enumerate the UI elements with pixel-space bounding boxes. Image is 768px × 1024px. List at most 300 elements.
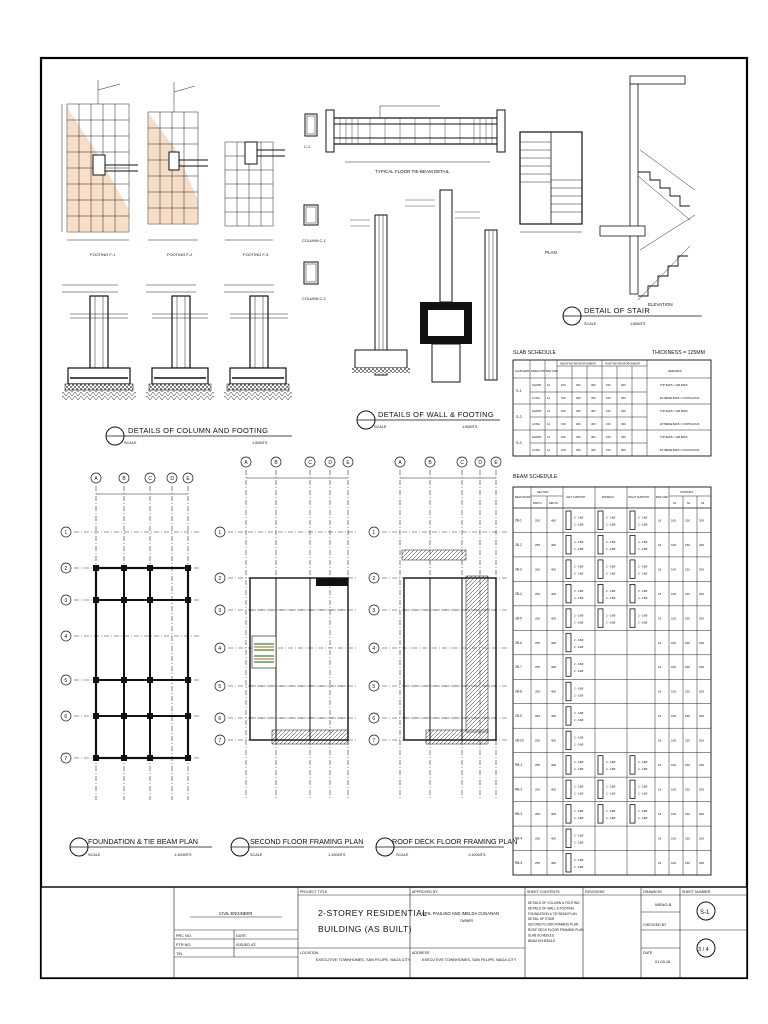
grid-bubble-label: 2 xyxy=(218,575,222,582)
sheet-number-top: S-1 xyxy=(700,910,710,916)
slab-schedule-thickness: THICKNESS = 125MM xyxy=(652,350,705,356)
beam-bars-bottom: 2 - 16Ø xyxy=(574,816,584,821)
second-floor-plan-title: SECOND FLOOR FRAMING PLAN xyxy=(250,837,364,846)
beam-depth: 400 xyxy=(551,518,557,523)
beam-bars-bottom: 2 - 16Ø xyxy=(574,693,584,698)
wall-footing-sections xyxy=(350,190,497,382)
beam-bars-top: 2 - 16Ø xyxy=(574,809,584,814)
beam-section-icon xyxy=(566,829,571,847)
slab-remarks: TOP BARS = 12Ø BARS xyxy=(660,384,688,387)
slab-cell: 300 xyxy=(576,396,581,400)
beam-width: 250 xyxy=(535,640,541,645)
column-c1-small-label: C-1 xyxy=(304,145,311,149)
beam-bars-top: 2 - 16Ø xyxy=(638,809,648,814)
sheet-number-bottom: 3 / 4 xyxy=(698,947,709,953)
beam-bars-bottom: 3 - 16Ø xyxy=(638,546,648,551)
beam-bars-bottom: 2 - 16Ø xyxy=(638,620,648,625)
slab-cell: 150 xyxy=(561,448,566,452)
beam-bars-top: 2 - 16Ø xyxy=(606,613,616,618)
beam-stirrup: 100 xyxy=(671,689,677,694)
beam-width: 250 xyxy=(535,665,541,670)
beam-bars-bottom: 2 - 16Ø xyxy=(574,840,584,845)
drawn-by-value: WENG B. xyxy=(655,902,673,907)
sheet-contents-item: BEAM SCHEDULE xyxy=(528,938,556,943)
beam-bar-size: 16 xyxy=(658,787,662,792)
beam-stirrup: 200 xyxy=(699,640,705,645)
beam-mark: RB-3 xyxy=(515,812,523,817)
beam-stirrup: 100 xyxy=(671,665,677,670)
address-value: EXECUTIVE TOWNHOMES, SAN FELIPE, NAGA CITY xyxy=(422,958,517,962)
beam-width: 250 xyxy=(535,812,541,817)
beam-stirrup: 150 xyxy=(685,665,691,670)
beam-bar-size: 16 xyxy=(658,518,662,523)
slab-cell: 12 xyxy=(547,435,551,439)
beam-depth: 400 xyxy=(551,689,557,694)
location-label: LOCATION: xyxy=(300,951,320,955)
beam-bar-size: 16 xyxy=(658,763,662,768)
slab-cell: 300 xyxy=(621,396,626,400)
beam-stirrup: 100 xyxy=(671,518,677,523)
grid-bubble-label: A xyxy=(94,475,98,482)
beam-stirrup: 150 xyxy=(685,689,691,694)
beam-section-icon xyxy=(566,707,571,725)
beam-stirrup: 200 xyxy=(699,567,705,572)
grid-bubble-label: 5 xyxy=(64,677,68,684)
beam-stirrup: 150 xyxy=(685,812,691,817)
details-column-footing-title: DETAILS OF COLUMN AND FOOTING xyxy=(128,426,269,435)
title-block xyxy=(41,887,747,978)
checked-by-label: CHECKED BY xyxy=(643,923,667,927)
beam-bars-bottom: 2 - 16Ø xyxy=(638,767,648,772)
beam-bars-bottom: 2 - 16Ø xyxy=(574,571,584,576)
beam-stirrup: 200 xyxy=(699,689,705,694)
beam-header-section: SECTION xyxy=(537,491,549,494)
beam-width: 250 xyxy=(535,591,541,596)
beam-depth: 400 xyxy=(551,763,557,768)
title-detail-of-stair xyxy=(563,306,702,326)
slab-cell: 150 xyxy=(606,409,611,413)
stair-elevation xyxy=(600,76,695,307)
beam-stirrup: 100 xyxy=(671,567,677,572)
beam-bar-size: 16 xyxy=(658,738,662,743)
beam-section-icon xyxy=(630,511,635,529)
beam-stirrup: 100 xyxy=(671,738,677,743)
beam-bars-bottom: 2 - 16Ø xyxy=(574,791,584,796)
beam-bars-top: 2 - 16Ø xyxy=(574,760,584,765)
slab-cell: 300 xyxy=(591,396,596,400)
grid-bubble-label: C xyxy=(308,459,313,466)
beam-mark: 2B-6 xyxy=(515,640,522,645)
project-title-label: PROJECT TITLE xyxy=(300,890,328,894)
beam-bars-top: 2 - 16Ø xyxy=(574,833,584,838)
beam-section-icon xyxy=(566,854,571,872)
beam-bar-size: 16 xyxy=(658,616,662,621)
grid-bubble-label: 5 xyxy=(218,683,222,690)
beam-bar-size: 16 xyxy=(658,591,662,596)
beam-bars-top: 2 - 16Ø xyxy=(574,784,584,789)
tie-beam-title: TYPICAL FLOOR TIE-BEAM DETAIL xyxy=(375,169,450,174)
beam-bars-top: 2 - 16Ø xyxy=(606,564,616,569)
beam-section-icon xyxy=(598,756,603,774)
title-second-floor-plan xyxy=(231,837,364,857)
slab-schedule-title: SLAB SCHEDULE xyxy=(513,350,556,356)
slab-header-mark: SLAB MARK xyxy=(515,370,530,373)
beam-bars-bottom: 2 - 16Ø xyxy=(574,620,584,625)
grid-bubble-label: A xyxy=(398,459,402,466)
beam-width: 250 xyxy=(535,616,541,621)
beam-section-icon xyxy=(630,756,635,774)
second-floor-framing-plan xyxy=(215,457,356,800)
beam-schedule xyxy=(513,474,711,875)
beam-bars-bottom: 2 - 16Ø xyxy=(606,546,616,551)
beam-stirrup: 100 xyxy=(671,860,677,865)
foundation-plan-scale-value: 1:100MTS xyxy=(174,853,192,857)
beam-stirrup: 150 xyxy=(685,591,691,596)
details-wall-footing-scale: SCALE xyxy=(374,425,387,429)
slab-cell: LONG xyxy=(532,448,540,452)
beam-bars-bottom: 2 - 16Ø xyxy=(606,767,616,772)
beam-bars-bottom: 2 - 16Ø xyxy=(606,620,616,625)
stair-elevation-label: ELEVATION xyxy=(648,302,673,307)
beam-bars-bottom: 2 - 16Ø xyxy=(574,669,584,674)
beam-stirrup: 100 xyxy=(671,763,677,768)
beam-stirrup: 200 xyxy=(699,616,705,621)
grid-bubble-label: D xyxy=(478,459,483,466)
beam-bar-size: 16 xyxy=(658,640,662,645)
sheet-contents-item: SLAB SCHEDULE xyxy=(528,933,555,938)
beam-width: 250 xyxy=(535,738,541,743)
beam-width: 250 xyxy=(535,860,541,865)
grid-bubble-label: 7 xyxy=(218,737,222,744)
beam-bars-top: 2 - 16Ø xyxy=(638,564,648,569)
beam-bars-bottom: 2 - 16Ø xyxy=(574,864,584,869)
beam-depth: 400 xyxy=(551,640,557,645)
grid-bubble-label: 4 xyxy=(372,645,376,652)
date-field-value: 01-03-18 xyxy=(655,960,671,964)
slab-cell: 150 xyxy=(606,435,611,439)
beam-section-icon xyxy=(598,609,603,627)
drawn-by-label: DRAWN BY xyxy=(643,890,663,894)
beam-header-stirrups: STIRRUPS xyxy=(680,491,694,494)
slab-cell: 12 xyxy=(547,396,551,400)
beam-bars-bottom: 2 - 16Ø xyxy=(606,816,616,821)
beam-sub-s1: S1 xyxy=(673,502,677,505)
beam-bars-bottom: 3 - 16Ø xyxy=(638,595,648,600)
date-field-label: DATE xyxy=(643,951,653,955)
grid-bubble-label: 6 xyxy=(372,715,376,722)
slab-cell: 12 xyxy=(547,383,551,387)
second-floor-plan-scale: SCALE xyxy=(250,853,263,857)
beam-stirrup: 150 xyxy=(685,787,691,792)
beam-bar-size: 16 xyxy=(658,665,662,670)
beam-bars-bottom: 2 - 16Ø xyxy=(574,644,584,649)
slab-cell: 300 xyxy=(591,409,596,413)
beam-bar-size: 16 xyxy=(658,567,662,572)
beam-sub-width: WIDTH xyxy=(533,502,542,505)
ptr-no-label: PTR NO. xyxy=(176,943,192,947)
footing-f3-label: FOOTING F-3 xyxy=(243,252,269,257)
slab-remarks: TOP BARS = 12Ø BARS xyxy=(660,410,688,413)
slab-cell: 150 xyxy=(606,448,611,452)
beam-stirrup: 200 xyxy=(699,763,705,768)
column-footing-sections xyxy=(62,285,292,400)
slab-cell: LONG xyxy=(532,422,540,426)
beam-bars-top: 3 - 16Ø xyxy=(638,588,648,593)
beam-mark: 2B-9 xyxy=(515,714,522,719)
sheet-contents-item: DETAILS OF WALL & FOOTING xyxy=(528,906,575,911)
grid-bubble-label: 1 xyxy=(64,529,68,536)
beam-stirrup: 150 xyxy=(685,860,691,865)
beam-stirrup: 150 xyxy=(685,763,691,768)
beam-bars-bottom: 2 - 16Ø xyxy=(574,522,584,527)
beam-section-icon xyxy=(566,731,571,749)
beam-mark: 2B-7 xyxy=(515,665,522,670)
foundation-plan-title: FOUNDATION & TIE BEAM PLAN xyxy=(88,837,198,846)
slab-cell: 150 xyxy=(606,422,611,426)
beam-bars-bottom: 2 - 16Ø xyxy=(606,595,616,600)
beam-stirrup: 200 xyxy=(699,738,705,743)
column-c2-label: COLUMN C-2 xyxy=(302,297,326,301)
slab-header-direction: DIRECTION xyxy=(531,370,546,373)
slab-remarks: EXTREME BARS = CONTINUOUS xyxy=(660,449,700,452)
stair-plan-label: PLAN xyxy=(545,250,557,255)
footing-f1-label: FOOTING F-1 xyxy=(90,252,116,257)
beam-section-icon xyxy=(566,609,571,627)
slab-header-remarks: REMARKS xyxy=(668,369,682,373)
stair-plan xyxy=(520,132,582,255)
slab-cell: 300 xyxy=(576,448,581,452)
grid-bubble-label: A xyxy=(244,459,248,466)
beam-mark: RB-1 xyxy=(515,763,523,768)
grid-bubble-label: 4 xyxy=(64,633,68,640)
beam-section-icon xyxy=(598,584,603,602)
beam-bars-bottom: 2 - 16Ø xyxy=(638,571,648,576)
beam-bars-top: 2 - 16Ø xyxy=(606,539,616,544)
slab-remarks: EXTREME BARS = CONTINUOUS xyxy=(660,423,700,426)
beam-bars-top: 2 - 16Ø xyxy=(574,711,584,716)
beam-bars-top: 2 - 16Ø xyxy=(606,784,616,789)
beam-bars-top: 2 - 16Ø xyxy=(574,662,584,667)
beam-bars-top: 2 - 16Ø xyxy=(606,588,616,593)
date-label: DATE: xyxy=(236,934,247,938)
prc-no-label: PRC NO. xyxy=(176,934,192,938)
beam-bars-bottom: 2 - 16Ø xyxy=(574,718,584,723)
beam-section-icon xyxy=(630,780,635,798)
beam-stirrup: 150 xyxy=(685,714,691,719)
footing-f2-label: FOOTING F-2 xyxy=(167,252,193,257)
beam-bars-bottom: 2 - 16Ø xyxy=(574,742,584,747)
beam-header-right: RIGHT SUPPORT xyxy=(628,496,650,499)
beam-section-icon xyxy=(566,682,571,700)
slab-mark: S-1 xyxy=(516,389,522,393)
beam-section-icon xyxy=(630,609,635,627)
slab-cell: 150 xyxy=(561,383,566,387)
beam-section-icon xyxy=(566,658,571,676)
beam-bar-size: 16 xyxy=(658,812,662,817)
beam-section-icon xyxy=(566,535,571,553)
beam-stirrup: 100 xyxy=(671,542,677,547)
beam-depth: 400 xyxy=(551,542,557,547)
beam-stirrup: 150 xyxy=(685,518,691,523)
beam-section-icon xyxy=(598,535,603,553)
beam-bars-top: 3 - 16Ø xyxy=(574,539,584,544)
grid-bubble-label: 6 xyxy=(64,713,68,720)
beam-stirrup: 200 xyxy=(699,836,705,841)
beam-bars-bottom: 2 - 16Ø xyxy=(606,571,616,576)
slab-cell: 300 xyxy=(591,383,596,387)
beam-header-mid: MIDSPAN xyxy=(602,496,614,499)
beam-mark: 2B-4 xyxy=(515,591,522,596)
slab-cell: 150 xyxy=(561,409,566,413)
beam-header-mark: BEAM MARK xyxy=(515,496,531,499)
grid-bubble-label: 3 xyxy=(372,607,376,614)
slab-cell: 300 xyxy=(576,422,581,426)
tin-label: TIN xyxy=(176,952,183,956)
beam-stirrup: 200 xyxy=(699,860,705,865)
slab-cell: 300 xyxy=(621,422,626,426)
beam-section-icon xyxy=(598,511,603,529)
beam-bars-bottom: 2 - 16Ø xyxy=(638,816,648,821)
project-title: 2-STOREY RESIDENTIAL xyxy=(318,908,428,918)
beam-section-icon xyxy=(566,780,571,798)
slab-cell: LONG xyxy=(532,396,540,400)
beam-bars-top: 3 - 16Ø xyxy=(638,539,648,544)
foundation-plan-scale: SCALE xyxy=(88,853,101,857)
slab-cell: 150 xyxy=(561,422,566,426)
beam-stirrup: 100 xyxy=(671,836,677,841)
roof-deck-plan-scale-value: 1:100MTS xyxy=(468,853,486,857)
beam-section-icon xyxy=(566,633,571,651)
project-title-line2: BUILDING (AS BUILT) xyxy=(318,924,412,934)
sheet-contents-item: DETAILS OF COLUMN & FOOTING xyxy=(528,901,580,905)
beam-stirrup: 150 xyxy=(685,542,691,547)
beam-stirrup: 200 xyxy=(699,518,705,523)
grid-bubble-label: D xyxy=(328,459,333,466)
details-column-footing-scale-value: 1:50MTS xyxy=(252,441,268,445)
address-label: ADDRESS xyxy=(412,951,430,955)
beam-bars-bottom: 3 - 16Ø xyxy=(574,546,584,551)
slab-cell: 300 xyxy=(576,409,581,413)
civil-engineer-label: CIVIL ENGINEER xyxy=(219,911,253,916)
beam-section-icon xyxy=(630,584,635,602)
beam-stirrup: 150 xyxy=(685,640,691,645)
beam-section-icon xyxy=(598,560,603,578)
beam-stirrup: 200 xyxy=(699,812,705,817)
beam-section-icon xyxy=(598,805,603,823)
beam-section-icon xyxy=(598,780,603,798)
approved-by-value: SPS. PAULINO AND IMELDA CUNANAN xyxy=(422,911,499,916)
beam-stirrup: 150 xyxy=(685,836,691,841)
slab-cell: 12 xyxy=(547,409,551,413)
slab-cell: 300 xyxy=(621,383,626,387)
foundation-tie-beam-plan xyxy=(61,473,200,800)
beam-bars-top: 2 - 16Ø xyxy=(606,809,616,814)
title-roof-deck-plan xyxy=(376,837,517,857)
beam-bars-top: 2 - 16Ø xyxy=(638,784,648,789)
grid-bubble-label: 5 xyxy=(372,683,376,690)
slab-cell: 300 xyxy=(591,448,596,452)
beam-bars-top: 2 - 16Ø xyxy=(638,613,648,618)
beam-header-left: LEFT SUPPORT xyxy=(566,496,586,499)
slab-cell: 12 xyxy=(547,422,551,426)
grid-bubble-label: 2 xyxy=(64,565,68,572)
beam-depth: 400 xyxy=(551,738,557,743)
column-c1-label: COLUMN C-1 xyxy=(302,239,326,243)
title-details-wall-footing xyxy=(357,410,500,429)
title-foundation-plan xyxy=(70,837,212,857)
beam-stirrup: 150 xyxy=(685,567,691,572)
beam-width: 250 xyxy=(535,567,541,572)
beam-schedule-title: BEAM SCHEDULE xyxy=(513,474,558,480)
slab-cell: 300 xyxy=(576,435,581,439)
beam-depth: 400 xyxy=(551,714,557,719)
grid-bubble-label: 1 xyxy=(372,529,376,536)
beam-bars-top: 2 - 16Ø xyxy=(638,515,648,520)
beam-bars-top: 2 - 16Ø xyxy=(574,613,584,618)
beam-depth: 400 xyxy=(551,836,557,841)
details-wall-footing-title: DETAILS OF WALL & FOOTING xyxy=(378,410,494,419)
beam-bar-size: 16 xyxy=(658,860,662,865)
grid-bubble-label: D xyxy=(170,475,175,482)
beam-section-icon xyxy=(566,756,571,774)
sheet-number-label: SHEET NUMBER xyxy=(682,890,711,894)
beam-bar-size: 16 xyxy=(658,542,662,547)
grid-bubble-label: 7 xyxy=(64,755,68,762)
slab-cell: 300 xyxy=(591,422,596,426)
beam-bars-top: 2 - 16Ø xyxy=(606,515,616,520)
grid-bubble-label: 3 xyxy=(64,597,68,604)
beam-stirrup: 150 xyxy=(685,616,691,621)
details-column-footing-scale: SCALE xyxy=(124,441,137,445)
slab-cell: 150 xyxy=(606,383,611,387)
beam-width: 250 xyxy=(535,836,541,841)
grid-bubble-label: E xyxy=(494,459,498,466)
slab-schedule xyxy=(513,350,711,456)
beam-bars-top: 2 - 16Ø xyxy=(574,686,584,691)
beam-mark: 2B-1 xyxy=(515,518,522,523)
beam-bars-top: 2 - 16Ø xyxy=(606,760,616,765)
roof-deck-plan-scale: SCALE xyxy=(396,853,409,857)
slab-cell: 300 xyxy=(621,435,626,439)
slab-cell: 150 xyxy=(561,435,566,439)
beam-stirrup: 100 xyxy=(671,787,677,792)
roof-deck-plan-title: ROOF DECK FLOOR FRAMING PLAN xyxy=(392,837,518,846)
grid-bubble-label: E xyxy=(346,459,350,466)
slab-header-positive: POSITIVE REINFORCEMENT xyxy=(605,362,641,366)
footing-f3-detail xyxy=(225,142,285,240)
grid-bubble-label: 6 xyxy=(218,715,222,722)
beam-bars-bottom: 2 - 16Ø xyxy=(606,791,616,796)
beam-section-icon xyxy=(630,560,635,578)
beam-bars-bottom: 3 - 16Ø xyxy=(574,595,584,600)
beam-stirrup: 200 xyxy=(699,714,705,719)
slab-cell: 150 xyxy=(561,396,566,400)
sheet-contents-item: FOUNDATION & TIE BEAM PLAN xyxy=(528,911,577,916)
beam-bars-bottom: 2 - 16Ø xyxy=(638,522,648,527)
beam-bars-top: 2 - 16Ø xyxy=(574,564,584,569)
beam-width: 250 xyxy=(535,542,541,547)
beam-depth: 400 xyxy=(551,616,557,621)
slab-mark: S-3 xyxy=(516,441,522,445)
grid-bubble-label: B xyxy=(122,475,126,482)
beam-bar-size: 16 xyxy=(658,689,662,694)
beam-width: 250 xyxy=(535,763,541,768)
beam-mark: RB-5 xyxy=(515,860,523,865)
grid-bubble-label: C xyxy=(460,459,465,466)
beam-bars-top: 2 - 16Ø xyxy=(638,760,648,765)
grid-bubble-label: 4 xyxy=(218,645,222,652)
grid-bubble-label: E xyxy=(186,475,190,482)
